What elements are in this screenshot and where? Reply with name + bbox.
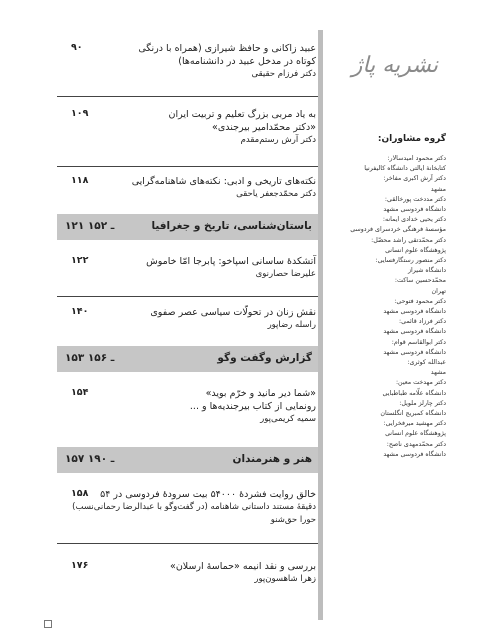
advisory-board-line: دکتر مهدخت معین:	[395, 379, 446, 387]
entry-author: دکتر محمّدجعفر یاحقی	[236, 189, 316, 199]
advisory-board-line: دکتر محمّدتقی راشد محصّل:	[371, 236, 446, 244]
advisory-board-list	[326, 154, 446, 460]
entry-title-line: نکته‌های تاریخی و ادبی: نکته‌های شاهنامه‌گرایی	[131, 176, 316, 187]
entry-title-line: کوتاه در مدخل عبید در دانشنامه‌ها)	[178, 56, 316, 67]
divider	[57, 296, 318, 297]
entry-author: سمیه کریمی‌پور	[260, 414, 316, 424]
section-header	[57, 214, 318, 240]
divider	[57, 543, 318, 544]
entry-page-number: ۱۰۹	[71, 108, 89, 119]
advisory-board-line: مؤسسهٔ فرهنگی خردسرای فردوسی	[350, 226, 446, 234]
advisory-board-line: دانشگاه شیراز	[407, 267, 446, 275]
advisory-board-line: دکتر مددخت پورخالقی:	[384, 195, 446, 203]
advisory-board-line: دانشگاه فردوسی مشهد	[383, 328, 446, 336]
advisory-board-line: دکتر منصور رستگارفسایی:	[375, 257, 446, 265]
entry-page-number: ۱۷۶	[71, 560, 89, 571]
advisory-board-line: دانشگاه علّامه طباطبایی	[382, 389, 446, 397]
advisory-board-line: دکتر مهشید میرفخرایی:	[383, 420, 446, 428]
advisory-board-title: گروه مشاوران:	[377, 134, 446, 144]
entry-title-line: عبید زاکانی و حافظ شیرازی (همراه با درنگی	[138, 43, 316, 54]
advisory-board-line: دکتر یحیی خدادی ایمانه:	[382, 216, 446, 224]
section-header	[57, 447, 318, 473]
section-page-range: ۱۲۱ ـ ۱۵۲	[65, 220, 115, 232]
advisory-board-line: دکتر محمود امیدسالار:	[387, 155, 446, 162]
advisory-board-line: دکتر آرش اکبری مفاخر:	[383, 175, 446, 183]
advisory-board-line: دکتر ابوالقاسم قوام:	[391, 338, 446, 346]
advisory-board-line: دانشگاه فردوسی مشهد	[383, 308, 446, 316]
divider	[57, 96, 318, 97]
entry-page-number: ۹۰	[71, 42, 83, 53]
corner-marker	[44, 620, 52, 628]
entry-title-line: بررسی و نقد انیمه «حماسهٔ ارسلان»	[170, 561, 316, 572]
entry-title-line: نقش زنان در تحولّات سیاسی عصر صفوی	[150, 307, 316, 318]
advisory-board-line: مشهد	[430, 185, 446, 193]
entry-title-line: آتشکدهٔ ساسانی اسپاخو: پابرجا امّا خاموش	[146, 256, 316, 267]
journal-logo-text: نشریه پاژ	[351, 53, 438, 78]
entry-title-line: «شما دیر مانید و خرّم بوید»	[205, 388, 316, 399]
column-divider	[318, 30, 323, 620]
section-title: باستان‌شناسی، تاریخ و جغرافیا	[151, 220, 312, 232]
entry-author: علیرضا حصارنوی	[255, 269, 316, 279]
advisory-board-line: دانشگاه فردوسی مشهد	[383, 206, 446, 214]
section-page-range: ۱۵۳ ـ ۱۵۶	[65, 352, 115, 364]
advisory-board-line: کتابخانهٔ ایالتی دانشگاه کالیفرنیا	[364, 165, 446, 173]
section-header	[57, 346, 318, 372]
journal-logo	[330, 38, 440, 98]
advisory-board-line: تهران	[431, 287, 446, 295]
advisory-board-line: دانشگاه کمبریج انگلستان	[380, 410, 446, 418]
entry-title-line: رونمایی از کتاب بیرجندیه‌ها و ...	[189, 401, 316, 412]
advisory-board-line: دانشگاه فردوسی مشهد	[383, 450, 446, 458]
entry-title-line: «دکتر محمّدامیر بیرجندی»	[212, 122, 316, 133]
entry-page-number: ۱۲۲	[71, 255, 89, 266]
advisory-board-line: پژوهشگاه علوم انسانی	[385, 246, 446, 254]
entry-author: حورا حق‌شنو	[270, 515, 316, 525]
entry-author: راسله رضاپور	[267, 320, 316, 330]
entry-author: زهرا شاهسون‌پور	[254, 574, 316, 584]
entry-title-line: به یاد مربی بزرگ تعلیم و تربیت ایران	[168, 109, 316, 120]
entry-page-number: ۱۴۰	[71, 306, 89, 317]
entry-page-number: ۱۵۴	[71, 387, 89, 398]
section-title: گزارش وگفت وگو	[217, 352, 312, 364]
advisory-board-line: دکتر محمّدمهدی ناصح:	[386, 440, 446, 448]
advisory-board-line: محمّدحسین ساکت:	[394, 277, 446, 285]
entry-title-line: خالق روایت فشردهٔ ۵۴۰۰۰ بیت سرودهٔ فردوسی در ۵۴	[100, 489, 316, 500]
advisory-board-line: دانشگاه فردوسی مشهد	[383, 348, 446, 356]
entry-page-number: ۱۵۸	[71, 488, 89, 499]
entry-author: دکتر فرزام حقیقی	[251, 69, 316, 79]
advisory-board-line: مشهد	[430, 369, 446, 377]
entry-page-number: ۱۱۸	[71, 175, 89, 186]
divider	[57, 166, 318, 167]
section-page-range: ۱۵۷ ـ ۱۹۰	[65, 453, 115, 465]
advisory-board-line: دکتر محمود فتوحی:	[394, 297, 446, 305]
advisory-board-line: عبدالله کوثری:	[407, 359, 446, 367]
entry-title-line: دقیقهٔ مستند داستانی شاهنامه (در گفت‌وگو با عبدالرضا رحمانی‌نسب)	[72, 502, 316, 512]
advisory-board-line: دکتر چارلز ملویل:	[399, 399, 446, 407]
entry-author: دکتر آرش رستم‌مقدم	[240, 135, 316, 145]
advisory-board-line: دکتر فرزاد قائمی:	[399, 318, 446, 326]
section-title: هنر و هنرمندان	[232, 453, 312, 465]
advisory-board-line: پژوهشگاه علوم انسانی	[385, 430, 446, 438]
